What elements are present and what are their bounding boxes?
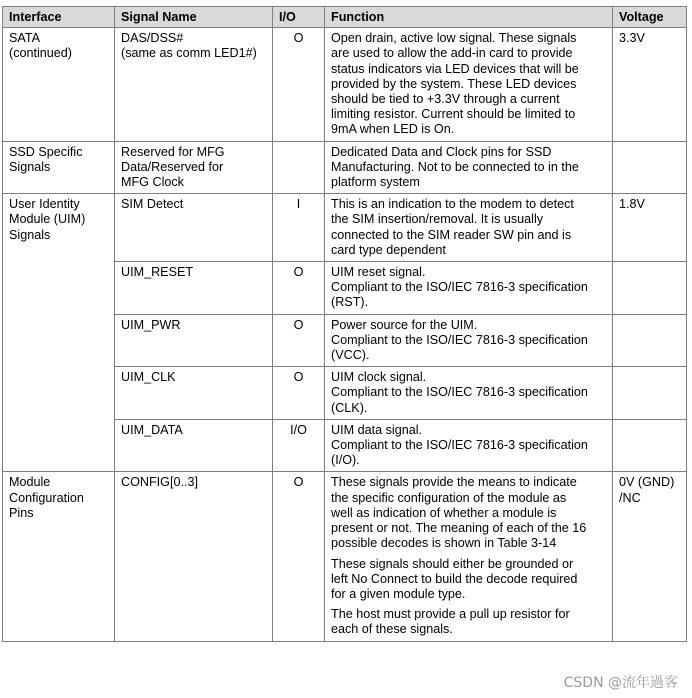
- voltage-cell: 1.8V: [613, 194, 687, 262]
- interface-cell: SATA (continued): [3, 28, 115, 141]
- function-paragraph: These signals provide the means to indicate the specific configuration of the module as well as indication of whether a module is present or not. The meaning of each of the 16 possible decodes is shown in Table 3-14: [331, 475, 587, 551]
- header-row: [3, 7, 687, 28]
- signal-name-cell: Reserved for MFG Data/Reserved for MFG Clock: [115, 141, 273, 194]
- table-row: [3, 28, 687, 141]
- io-cell: [273, 141, 325, 194]
- interface-cell: User Identity Module (UIM) Signals: [3, 194, 115, 472]
- voltage-cell: [613, 141, 687, 194]
- function-cell: This is an indication to the modem to detect the SIM insertion/removal. It is usually connected to the SIM reader SW pin and is card type dependent: [325, 194, 613, 262]
- function-cell: UIM reset signal. Compliant to the ISO/IEC 7816-3 specification (RST).: [325, 262, 613, 315]
- header-function: Function: [325, 7, 613, 28]
- io-cell: O: [273, 28, 325, 141]
- interface-cell: Module Configuration Pins: [3, 472, 115, 641]
- io-cell: I: [273, 194, 325, 262]
- signal-name-cell: UIM_RESET: [115, 262, 273, 315]
- function-paragraph: These signals should either be grounded or left No Connect to build the decode required for a given module type.: [331, 556, 578, 601]
- function-cell: UIM data signal. Compliant to the ISO/IEC 7816-3 specification (I/O).: [325, 419, 613, 472]
- signal-name-cell: SIM Detect: [115, 194, 273, 262]
- voltage-cell: 0V (GND) /NC: [613, 472, 687, 641]
- voltage-cell: [613, 262, 687, 315]
- function-paragraph: The host must provide a pull up resistor for each of these signals.: [331, 607, 570, 637]
- io-cell: O: [273, 314, 325, 367]
- io-cell: O: [273, 262, 325, 315]
- function-cell: UIM clock signal. Compliant to the ISO/IEC 7816-3 specification (CLK).: [325, 367, 613, 420]
- signal-name-cell: CONFIG[0..3]: [115, 472, 273, 641]
- interface-cell: SSD Specific Signals: [3, 141, 115, 194]
- voltage-cell: [613, 314, 687, 367]
- voltage-cell: [613, 367, 687, 420]
- csdn-watermark: CSDN @流年過客: [563, 675, 678, 691]
- function-cell: Dedicated Data and Clock pins for SSD Manufacturing. Not to be connected to in the platform system: [325, 141, 613, 194]
- voltage-cell: [613, 419, 687, 472]
- voltage-cell: 3.3V: [613, 28, 687, 141]
- header-interface: Interface: [3, 7, 115, 28]
- table-row: [3, 141, 687, 194]
- table-row: [3, 472, 687, 641]
- table-row: [3, 194, 687, 262]
- signal-name-cell: UIM_PWR: [115, 314, 273, 367]
- io-cell: I/O: [273, 419, 325, 472]
- signal-name-cell: UIM_DATA: [115, 419, 273, 472]
- io-cell: O: [273, 367, 325, 420]
- function-cell: Open drain, active low signal. These signals are used to allow the add-in card to provide status indicators via LED devices that will be provided by the system. These LED devices should be tied to +3.3V through a current limiting resistor. Current should be limited to 9mA when LED is On.: [325, 28, 613, 141]
- function-cell: Power source for the UIM. Compliant to the ISO/IEC 7816-3 specification (VCC).: [325, 314, 613, 367]
- header-voltage: Voltage: [613, 7, 687, 28]
- header-signal-name: Signal Name: [115, 7, 273, 28]
- signal-table: [2, 6, 687, 642]
- function-cell: [325, 472, 613, 641]
- signal-name-cell: DAS/DSS# (same as comm LED1#): [115, 28, 273, 141]
- header-io: I/O: [273, 7, 325, 28]
- io-cell: O: [273, 472, 325, 641]
- signal-name-cell: UIM_CLK: [115, 367, 273, 420]
